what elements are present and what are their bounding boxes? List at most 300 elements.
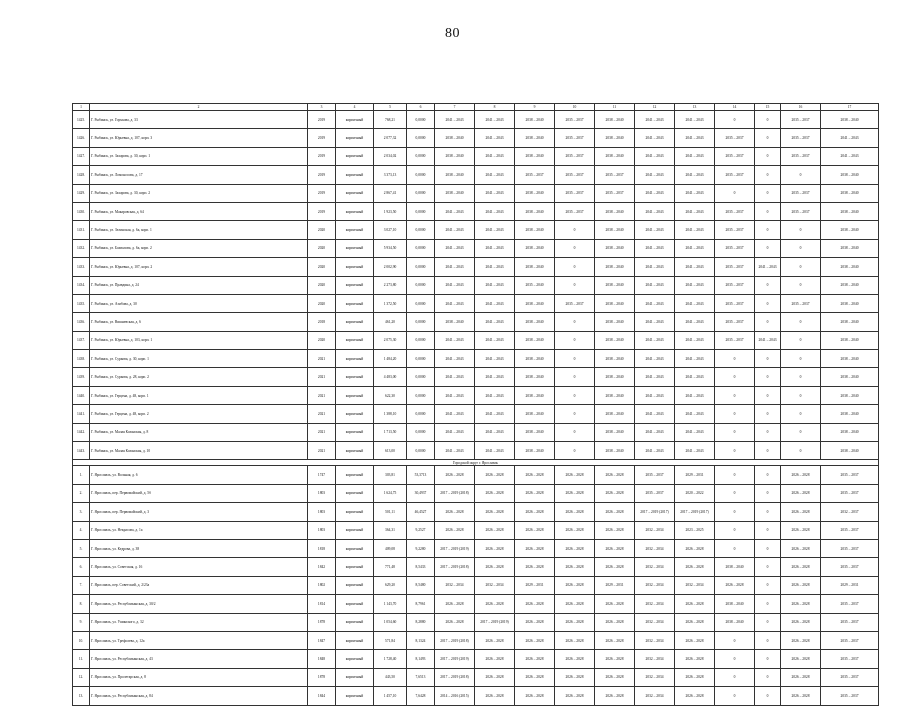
table-cell: 2026 – 2028: [555, 466, 595, 484]
table-cell: 0: [715, 503, 755, 521]
table-cell: 2026 – 2028: [715, 576, 755, 594]
table-row: [73, 631, 879, 649]
table-cell: Г. Рыбинск, ул. Герцена, д. 48, корп. 1: [90, 386, 308, 404]
table-cell: 0,0000: [407, 294, 435, 312]
table-cell: 1803: [308, 521, 336, 539]
table-cell: 2026 – 2028: [555, 503, 595, 521]
table-cell: 2041 – 2043: [475, 442, 515, 460]
table-cell: 2038 – 2040: [715, 595, 755, 613]
table-cell: 2026 – 2028: [675, 558, 715, 576]
table-cell: Г. Ярославль, ул. Кедрова, д. 38: [90, 539, 308, 557]
table-cell: 2041 – 2043: [675, 184, 715, 202]
table-cell: 2032 – 2034: [635, 668, 675, 686]
table-cell: 1878: [308, 668, 336, 686]
table-cell: 0: [755, 484, 781, 502]
table-row: [73, 386, 879, 404]
table-cell: 0,0000: [407, 423, 435, 441]
table-cell: 771,48: [374, 558, 407, 576]
table-row: [73, 147, 879, 165]
table-cell: 2041 – 2043: [675, 147, 715, 165]
table-cell: 2032 – 2034: [635, 521, 675, 539]
table-cell: 2: [90, 104, 308, 111]
table-cell: 2041 – 2043: [475, 184, 515, 202]
table-cell: 2041 – 2043: [475, 202, 515, 220]
table-cell: 2038 – 2040: [821, 313, 879, 331]
table-cell: 2026 – 2028: [475, 466, 515, 484]
table-cell: 0: [555, 276, 595, 294]
table-cell: 2041 – 2043: [435, 276, 475, 294]
table-cell: 8,1324: [407, 631, 435, 649]
table-cell: 2035 – 2037: [821, 668, 879, 686]
table-cell: 2041 – 2043: [475, 221, 515, 239]
table-cell: 303,81: [374, 466, 407, 484]
table-cell: 0,0000: [407, 386, 435, 404]
table-cell: 2026 – 2028: [595, 687, 635, 705]
table-cell: 2026 – 2028: [555, 687, 595, 705]
table-cell: 2018: [308, 313, 336, 331]
table-cell: 2026 – 2028: [555, 576, 595, 594]
table-cell: 2026 – 2028: [435, 466, 475, 484]
table-cell: 2041 – 2043: [635, 442, 675, 460]
table-cell: 2026 – 2028: [675, 539, 715, 557]
table-cell: 0: [715, 368, 755, 386]
table-cell: 8: [475, 104, 515, 111]
table-cell: 2038 – 2040: [515, 129, 555, 147]
table-cell: 2026 – 2028: [555, 613, 595, 631]
table-cell: кирпичный: [336, 687, 374, 705]
table-cell: 8.: [73, 595, 90, 613]
table-cell: 2 034,02: [374, 147, 407, 165]
table-cell: 2038 – 2040: [595, 239, 635, 257]
table-cell: 1430.: [73, 202, 90, 220]
table-cell: 409,08: [374, 539, 407, 557]
table-cell: Г. Ярославль, ул. Республиканская, д. 43: [90, 650, 308, 668]
table-cell: 2023 – 2025: [675, 521, 715, 539]
table-cell: 1 143,70: [374, 595, 407, 613]
table-cell: 1441.: [73, 405, 90, 423]
table-cell: 2026 – 2028: [515, 613, 555, 631]
table-cell: 2038 – 2040: [821, 368, 879, 386]
table-cell: 1842: [308, 558, 336, 576]
table-cell: Г. Рыбинск, ул. Бахвалова, д. 6а, корп. 2: [90, 239, 308, 257]
table-cell: кирпичный: [336, 613, 374, 631]
table-cell: 0: [555, 423, 595, 441]
table-cell: 2041 – 2043: [475, 147, 515, 165]
table-row: [73, 558, 879, 576]
table-cell: кирпичный: [336, 650, 374, 668]
table-cell: кирпичный: [336, 184, 374, 202]
table-cell: кирпичный: [336, 129, 374, 147]
table-cell: 2020: [308, 294, 336, 312]
table-cell: 2035 – 2037: [781, 202, 821, 220]
table-cell: 0: [755, 442, 781, 460]
table-cell: 0: [715, 539, 755, 557]
table-cell: кирпичный: [336, 423, 374, 441]
table-cell: 2035 – 2037: [821, 595, 879, 613]
table-cell: 2035 – 2037: [595, 166, 635, 184]
table-cell: 2038 – 2040: [821, 111, 879, 129]
table-cell: 2041 – 2043: [635, 221, 675, 239]
table-cell: 2038 – 2040: [595, 386, 635, 404]
table-cell: 2041 – 2043: [475, 258, 515, 276]
table-cell: Г. Рыбинск, ул. Герцена, д. 48, корп. 2: [90, 405, 308, 423]
table-cell: 2041 – 2043: [675, 442, 715, 460]
table-cell: 2035 – 2037: [781, 294, 821, 312]
table-row: [73, 423, 879, 441]
table-cell: 2041 – 2043: [755, 331, 781, 349]
table-cell: 2041 – 2043: [675, 386, 715, 404]
table-cell: 2026 – 2028: [781, 539, 821, 557]
table-cell: 2035 – 2037: [715, 276, 755, 294]
table-cell: 2041 – 2043: [635, 423, 675, 441]
table-cell: 0: [715, 405, 755, 423]
table-cell: 2041 – 2043: [435, 239, 475, 257]
table-cell: 2026 – 2028: [555, 558, 595, 576]
table-cell: 2041 – 2043: [675, 350, 715, 368]
table-cell: 1433.: [73, 258, 90, 276]
table-cell: кирпичный: [336, 202, 374, 220]
table-cell: 1425.: [73, 111, 90, 129]
table-cell: 0: [755, 386, 781, 404]
table-cell: 2026 – 2028: [475, 558, 515, 576]
table-cell: 2038 – 2040: [595, 111, 635, 129]
table-cell: 0: [715, 184, 755, 202]
table-cell: 2041 – 2043: [675, 129, 715, 147]
table-cell: 3: [308, 104, 336, 111]
table-cell: Г. Ярославль, ул. Республиканская, д. 30/2: [90, 595, 308, 613]
table-cell: 2032 – 2034: [435, 576, 475, 594]
table-cell: 2026 – 2028: [781, 650, 821, 668]
table-cell: 1 372,50: [374, 294, 407, 312]
table-cell: 2041 – 2043: [475, 313, 515, 331]
table-cell: 0,0000: [407, 221, 435, 239]
table-row: [73, 294, 879, 312]
table-cell: 6.: [73, 558, 90, 576]
table-cell: 0: [755, 576, 781, 594]
table-cell: 0: [755, 166, 781, 184]
table-cell: 1814: [308, 595, 336, 613]
table-cell: 2041 – 2043: [435, 350, 475, 368]
table-cell: 0: [715, 423, 755, 441]
table-cell: 0: [555, 350, 595, 368]
table-cell: 2035 – 2037: [781, 129, 821, 147]
table-cell: 2035 – 2037: [715, 331, 755, 349]
table-cell: кирпичный: [336, 558, 374, 576]
table-cell: 2035 – 2037: [635, 484, 675, 502]
table-cell: 2041 – 2043: [635, 386, 675, 404]
table-cell: 2026 – 2028: [781, 595, 821, 613]
table-cell: 4 483,00: [374, 368, 407, 386]
table-cell: 2026 – 2028: [781, 613, 821, 631]
table-row: [73, 405, 879, 423]
table-cell: 3 027,10: [374, 221, 407, 239]
table-cell: 0,0000: [407, 239, 435, 257]
table-cell: 0,0000: [407, 184, 435, 202]
table-cell: Г. Рыбинск, ул. Юрьевна, д. 107, корп. 3: [90, 129, 308, 147]
table-cell: 13.: [73, 687, 90, 705]
table-cell: 2038 – 2040: [595, 423, 635, 441]
table-cell: 2026 – 2028: [515, 539, 555, 557]
table-cell: 1.: [73, 466, 90, 484]
table-cell: 2026 – 2028: [595, 503, 635, 521]
table-cell: 9,2280: [407, 539, 435, 557]
table-cell: 2017 – 2019 (2019): [435, 539, 475, 557]
table-cell: 2038 – 2040: [435, 313, 475, 331]
table-cell: Г. Ярославль, ул. Ушинского, д. 32: [90, 613, 308, 631]
table-cell: 2026 – 2028: [675, 631, 715, 649]
table-cell: 2035 – 2037: [555, 294, 595, 312]
table-cell: 7.: [73, 576, 90, 594]
table-cell: 2020: [308, 258, 336, 276]
table-cell: 0,0000: [407, 405, 435, 423]
table-cell: 0: [781, 350, 821, 368]
table-cell: 6: [407, 104, 435, 111]
table-cell: 46,4527: [407, 503, 435, 521]
table-cell: 2041 – 2043: [755, 258, 781, 276]
table-cell: 2 867,41: [374, 184, 407, 202]
table-cell: 1802: [308, 576, 336, 594]
table-row: [73, 221, 879, 239]
table-cell: 8,7961: [407, 595, 435, 613]
table-cell: 2026 – 2028: [781, 521, 821, 539]
table-cell: 2035 – 2037: [821, 466, 879, 484]
table-cell: 2026 – 2028: [515, 668, 555, 686]
table-cell: 2038 – 2040: [821, 423, 879, 441]
table-cell: 0,0000: [407, 202, 435, 220]
table-cell: 2041 – 2043: [435, 111, 475, 129]
table-cell: 2026 – 2028: [555, 668, 595, 686]
table-row: [73, 166, 879, 184]
table-cell: 0: [715, 484, 755, 502]
table-cell: 2026 – 2028: [435, 521, 475, 539]
table-cell: 10.: [73, 631, 90, 649]
table-cell: кирпичный: [336, 668, 374, 686]
table-cell: Г. Рыбинск, ул. Горъкова, д. 33: [90, 111, 308, 129]
table-cell: 2041 – 2043: [475, 294, 515, 312]
table-cell: Г. Рыбинск, ул. Правдина, д. 24: [90, 276, 308, 294]
table-cell: 2026 – 2028: [595, 650, 635, 668]
table-cell: 0: [755, 239, 781, 257]
table-cell: 2032 – 2034: [675, 576, 715, 594]
table-cell: 2041 – 2043: [435, 386, 475, 404]
table-cell: 2017 – 2019 (2017): [635, 503, 675, 521]
table-cell: 2041 – 2043: [635, 258, 675, 276]
table-cell: 2041 – 2043: [635, 147, 675, 165]
table-cell: 2038 – 2040: [595, 258, 635, 276]
table-cell: Г. Рыбинск, ул. Малая Казанская, д. 8: [90, 423, 308, 441]
table-cell: кирпичный: [336, 386, 374, 404]
table-cell: 3 373,13: [374, 166, 407, 184]
table-cell: 2035 – 2037: [555, 184, 595, 202]
table-cell: 2021: [308, 405, 336, 423]
table-cell: 2017 – 2019 (2019): [475, 613, 515, 631]
table-cell: 2026 – 2028: [781, 484, 821, 502]
table-cell: 2035 – 2037: [715, 239, 755, 257]
table-cell: 2026 – 2028: [475, 631, 515, 649]
table-cell: 3.: [73, 503, 90, 521]
table-cell: 2035 – 2037: [781, 147, 821, 165]
table-cell: 2026 – 2028: [781, 576, 821, 594]
table-cell: 2019: [308, 129, 336, 147]
table-cell: 2032 – 2034: [635, 595, 675, 613]
table-cell: Г. Ярославль, пер. Первомайский, д. 3: [90, 503, 308, 521]
table-cell: 2035 – 2037: [715, 166, 755, 184]
table-cell: 2035 – 2037: [515, 166, 555, 184]
table-cell: 2038 – 2040: [595, 350, 635, 368]
table-cell: 13: [675, 104, 715, 111]
table-cell: 2026 – 2028: [555, 631, 595, 649]
table-cell: 0: [715, 466, 755, 484]
table-cell: 2041 – 2043: [635, 313, 675, 331]
table-row: [73, 350, 879, 368]
table-cell: 2035 – 2037: [821, 650, 879, 668]
table-cell: 1 457,10: [374, 687, 407, 705]
table-cell: 2038 – 2040: [435, 166, 475, 184]
table-cell: 0: [715, 111, 755, 129]
table-cell: кирпичный: [336, 576, 374, 594]
table-cell: 2041 – 2043: [475, 386, 515, 404]
table-cell: 2035 – 2037: [555, 166, 595, 184]
table-cell: 16: [781, 104, 821, 111]
table-cell: 0,0000: [407, 166, 435, 184]
table-cell: 1426.: [73, 129, 90, 147]
table-cell: 2026 – 2028: [595, 613, 635, 631]
table-cell: 2041 – 2043: [635, 405, 675, 423]
table-cell: 2026 – 2028: [515, 631, 555, 649]
table-cell: 2032 – 2037: [821, 503, 879, 521]
table-cell: 2 077,32: [374, 129, 407, 147]
table-cell: 2038 – 2040: [435, 184, 475, 202]
table-cell: 2038 – 2040: [515, 313, 555, 331]
table-cell: Г. Ярославль, ул. Вольная, д. 6: [90, 466, 308, 484]
table-cell: кирпичный: [336, 368, 374, 386]
table-cell: 2038 – 2040: [595, 129, 635, 147]
table-cell: кирпичный: [336, 276, 374, 294]
table-cell: 2035 – 2037: [715, 202, 755, 220]
table-cell: 501,11: [374, 503, 407, 521]
table-cell: 2041 – 2043: [675, 166, 715, 184]
table-cell: 2026 – 2028: [595, 595, 635, 613]
table-cell: 2035 – 2037: [821, 631, 879, 649]
table-row: [73, 539, 879, 557]
table-cell: 2041 – 2043: [635, 202, 675, 220]
table-cell: 2017 – 2019 (2018): [435, 631, 475, 649]
table-cell: 2038 – 2040: [821, 442, 879, 460]
table-cell: 2026 – 2028: [435, 613, 475, 631]
table-cell: 1437.: [73, 331, 90, 349]
table-cell: 15: [755, 104, 781, 111]
table-cell: кирпичный: [336, 147, 374, 165]
table-cell: 2026 – 2028: [515, 558, 555, 576]
table-cell: 1878: [308, 613, 336, 631]
table-cell: кирпичный: [336, 521, 374, 539]
table-cell: 2038 – 2040: [715, 558, 755, 576]
table-cell: 2038 – 2040: [595, 331, 635, 349]
table-cell: 2041 – 2043: [635, 166, 675, 184]
table-cell: кирпичный: [336, 221, 374, 239]
table-cell: 0: [755, 184, 781, 202]
table-cell: 0: [755, 111, 781, 129]
table-cell: 0: [781, 276, 821, 294]
table-cell: 2021: [308, 442, 336, 460]
table-cell: 0,0000: [407, 350, 435, 368]
table-cell: 364,31: [374, 521, 407, 539]
table-cell: 2035 – 2037: [715, 294, 755, 312]
table-cell: 2035 – 2037: [821, 521, 879, 539]
table-cell: 2035 – 2037: [821, 484, 879, 502]
table-cell: 2038 – 2040: [595, 202, 635, 220]
table-cell: 2041 – 2043: [675, 313, 715, 331]
table-cell: 2026 – 2028: [475, 539, 515, 557]
table-cell: 2026 – 2028: [595, 539, 635, 557]
table-cell: 2019: [308, 202, 336, 220]
table-cell: 2035 – 2037: [635, 466, 675, 484]
table-cell: кирпичный: [336, 631, 374, 649]
table-cell: 0: [755, 631, 781, 649]
table-cell: 571,84: [374, 631, 407, 649]
table-cell: Г. Рыбинск, ул. Суркова, д. 30, корп. 1: [90, 350, 308, 368]
table-row: [73, 202, 879, 220]
table-cell: 0: [755, 650, 781, 668]
table-cell: 0: [755, 129, 781, 147]
table-cell: 2026 – 2028: [595, 668, 635, 686]
table-cell: 2041 – 2043: [435, 368, 475, 386]
table-cell: 1 054,60: [374, 613, 407, 631]
table-cell: 2038 – 2040: [821, 276, 879, 294]
table-cell: 2026 – 2028: [555, 595, 595, 613]
table-row: [73, 442, 879, 460]
table-cell: 2026 – 2028: [781, 466, 821, 484]
table-cell: 0,0000: [407, 258, 435, 276]
table-cell: 2038 – 2040: [515, 368, 555, 386]
table-cell: 0: [715, 631, 755, 649]
table-cell: 0: [755, 503, 781, 521]
table-cell: 1436.: [73, 313, 90, 331]
table-cell: 2026 – 2028: [515, 595, 555, 613]
table-cell: 2032 – 2034: [475, 576, 515, 594]
table-cell: 1803: [308, 484, 336, 502]
table-cell: кирпичный: [336, 442, 374, 460]
table-cell: 2032 – 2034: [635, 539, 675, 557]
table-cell: 2017 – 2019 (2018): [435, 668, 475, 686]
section-title: Городской округ г. Ярославль: [73, 460, 879, 466]
table-cell: 2017 – 2019 (2018): [435, 484, 475, 502]
table-row: [73, 331, 879, 349]
table-cell: 2041 – 2043: [675, 276, 715, 294]
table-cell: 0,0000: [407, 442, 435, 460]
table-cell: 12.: [73, 668, 90, 686]
table-cell: 2026 – 2028: [675, 595, 715, 613]
table-cell: 2026 – 2028: [515, 484, 555, 502]
table-cell: 2032 – 2034: [635, 631, 675, 649]
table-cell: Г. Рыбинск, ул. Суркова, д. 28, корп. 2: [90, 368, 308, 386]
table-cell: 0: [555, 386, 595, 404]
table-cell: 2041 – 2043: [635, 111, 675, 129]
table-cell: Г. Ярославль, пер. Советский, д. 2/23а: [90, 576, 308, 594]
table-cell: 1442.: [73, 423, 90, 441]
table-cell: 2026 – 2028: [475, 503, 515, 521]
table-cell: 0: [755, 276, 781, 294]
table-cell: 2041 – 2043: [821, 129, 879, 147]
table-cell: 1 923,50: [374, 202, 407, 220]
table-cell: 1747: [308, 466, 336, 484]
table-cell: 1439.: [73, 368, 90, 386]
table-cell: 0: [715, 386, 755, 404]
table-cell: 1429.: [73, 184, 90, 202]
table-cell: 0: [555, 313, 595, 331]
table-cell: Г. Рыбинск, ул. Вишневская, д. 6: [90, 313, 308, 331]
table-cell: 0: [781, 239, 821, 257]
